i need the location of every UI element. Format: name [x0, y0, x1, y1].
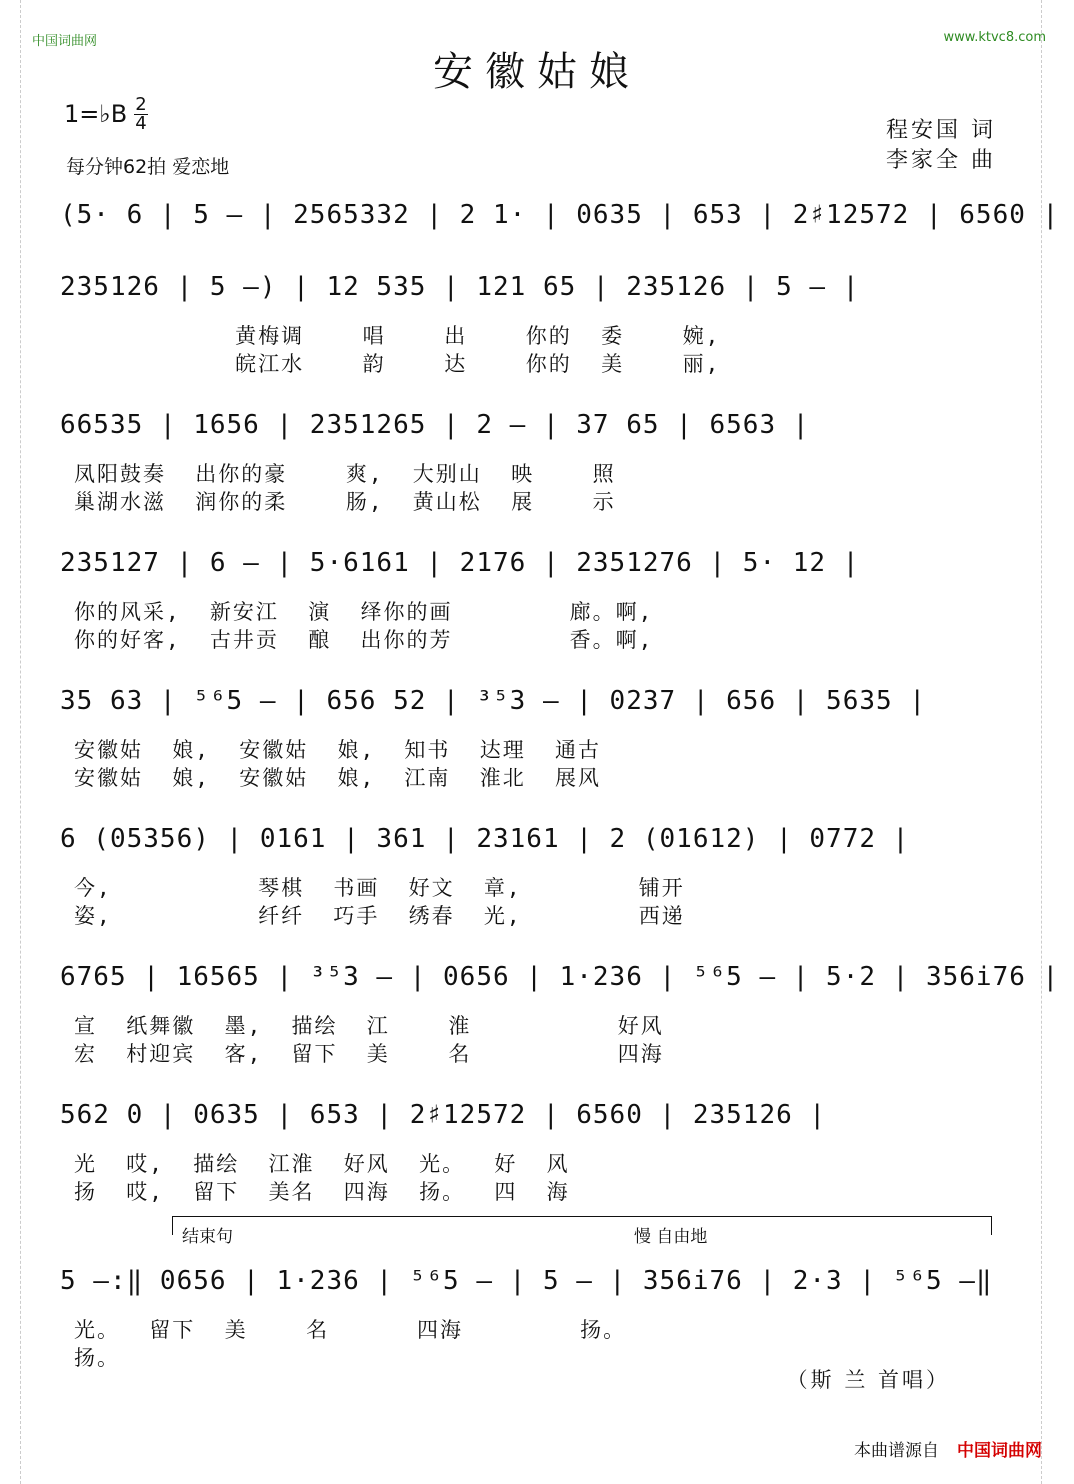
notation-line: 5 –:‖ 0656 | 1·236 | ⁵⁶5 – | 5 – | 356i76 | 2·3 | ⁵⁶5 –‖ [60, 1266, 993, 1296]
composer-credit: 李家全 曲 [886, 148, 996, 173]
notation-line: 6765 | 16565 | ³⁵3 – | 0656 | 1·236 | ⁵⁶5 – | 5·2 | 356i76 | [60, 962, 1060, 992]
lyric-line: 光。 留下 美 名 四海 扬。 [74, 1318, 627, 1342]
lyric-line: 光 哎, 描绘 江淮 好风 光。 好 风 [74, 1152, 570, 1176]
tempo-marking: 每分钟62拍 爱恋地 [66, 156, 230, 178]
time-signature [134, 96, 148, 133]
lyric-line: 安徽姑 娘, 安徽姑 娘, 江南 淮北 展风 [74, 766, 602, 790]
lyric-line: 皖江水 韵 达 你的 美 丽, [74, 352, 721, 376]
song-title: 安徽姑娘 [433, 49, 641, 95]
source-label: 本曲谱源自 [854, 1441, 939, 1461]
lyric-line: 姿, 纤纤 巧手 绣春 光, 西递 [74, 904, 685, 928]
lyric-line: 安徽姑 娘, 安徽姑 娘, 知书 达理 通古 [74, 738, 602, 762]
lyric-line: 今, 琴棋 书画 好文 章, 铺开 [74, 876, 685, 900]
notation-line: 6 (05356) | 0161 | 361 | 23161 | 2 (01612) | 0772 | [60, 824, 910, 854]
key-signature: 1=♭B [64, 100, 128, 128]
time-signature-top: 2 [135, 94, 147, 115]
lyric-line: 凤阳鼓奏 出你的豪 爽, 大别山 映 照 [74, 462, 616, 486]
site-url-link[interactable]: www.ktvc8.com [943, 30, 1046, 45]
notation-line: 235127 | 6 – | 5·6161 | 2176 | 2351276 | 5· 12 | [60, 548, 860, 578]
lyricist-credit: 程安国 词 [886, 118, 996, 143]
lyric-line: 巢湖水滋 润你的柔 肠, 黄山松 展 示 [74, 490, 616, 514]
notation-line: (5· 6 | 5 – | 2565332 | 2 1· | 0635 | 653 | 2♯12572 | 6560 | [60, 200, 1060, 230]
notation-line: 66535 | 1656 | 2351265 | 2 – | 37 65 | 6563 | [60, 410, 810, 440]
lyric-line: 扬 哎, 留下 美名 四海 扬。 四 海 [74, 1180, 570, 1204]
coda-label: 结束句 [182, 1227, 233, 1247]
lyric-line: 宏 村迎宾 客, 留下 美 名 四海 [74, 1042, 664, 1066]
left-margin-watermark [20, 0, 33, 1484]
notation-line: 235126 | 5 –) | 12 535 | 121 65 | 235126 | 5 – | [60, 272, 860, 302]
credits [886, 116, 996, 176]
coda-bracket [172, 1216, 992, 1235]
lyric-line: 你的好客, 古井贡 酿 出你的芳 香。啊, [74, 628, 654, 652]
site-name-link[interactable]: 中国词曲网 [32, 34, 98, 49]
source-site-link[interactable]: 中国词曲网 [957, 1441, 1042, 1461]
lyric-line: 扬。 [74, 1346, 120, 1370]
singer-credit: （斯 兰 首唱） [786, 1368, 950, 1392]
tempo-change-label: 慢 自由地 [634, 1227, 708, 1247]
source-footer [854, 1436, 1042, 1461]
time-signature-bottom: 4 [135, 113, 147, 134]
notation-line: 35 63 | ⁵⁶5 – | 656 52 | ³⁵3 – | 0237 | 656 | 5635 | [60, 686, 926, 716]
lyric-line: 宣 纸舞徽 墨, 描绘 江 淮 好风 [74, 1014, 664, 1038]
lyric-line: 你的风采, 新安江 演 绎你的画 廊。啊, [74, 600, 654, 624]
lyric-line: 黄梅调 唱 出 你的 委 婉, [74, 324, 721, 348]
notation-line: 562 0 | 0635 | 653 | 2♯12572 | 6560 | 235126 | [60, 1100, 827, 1130]
